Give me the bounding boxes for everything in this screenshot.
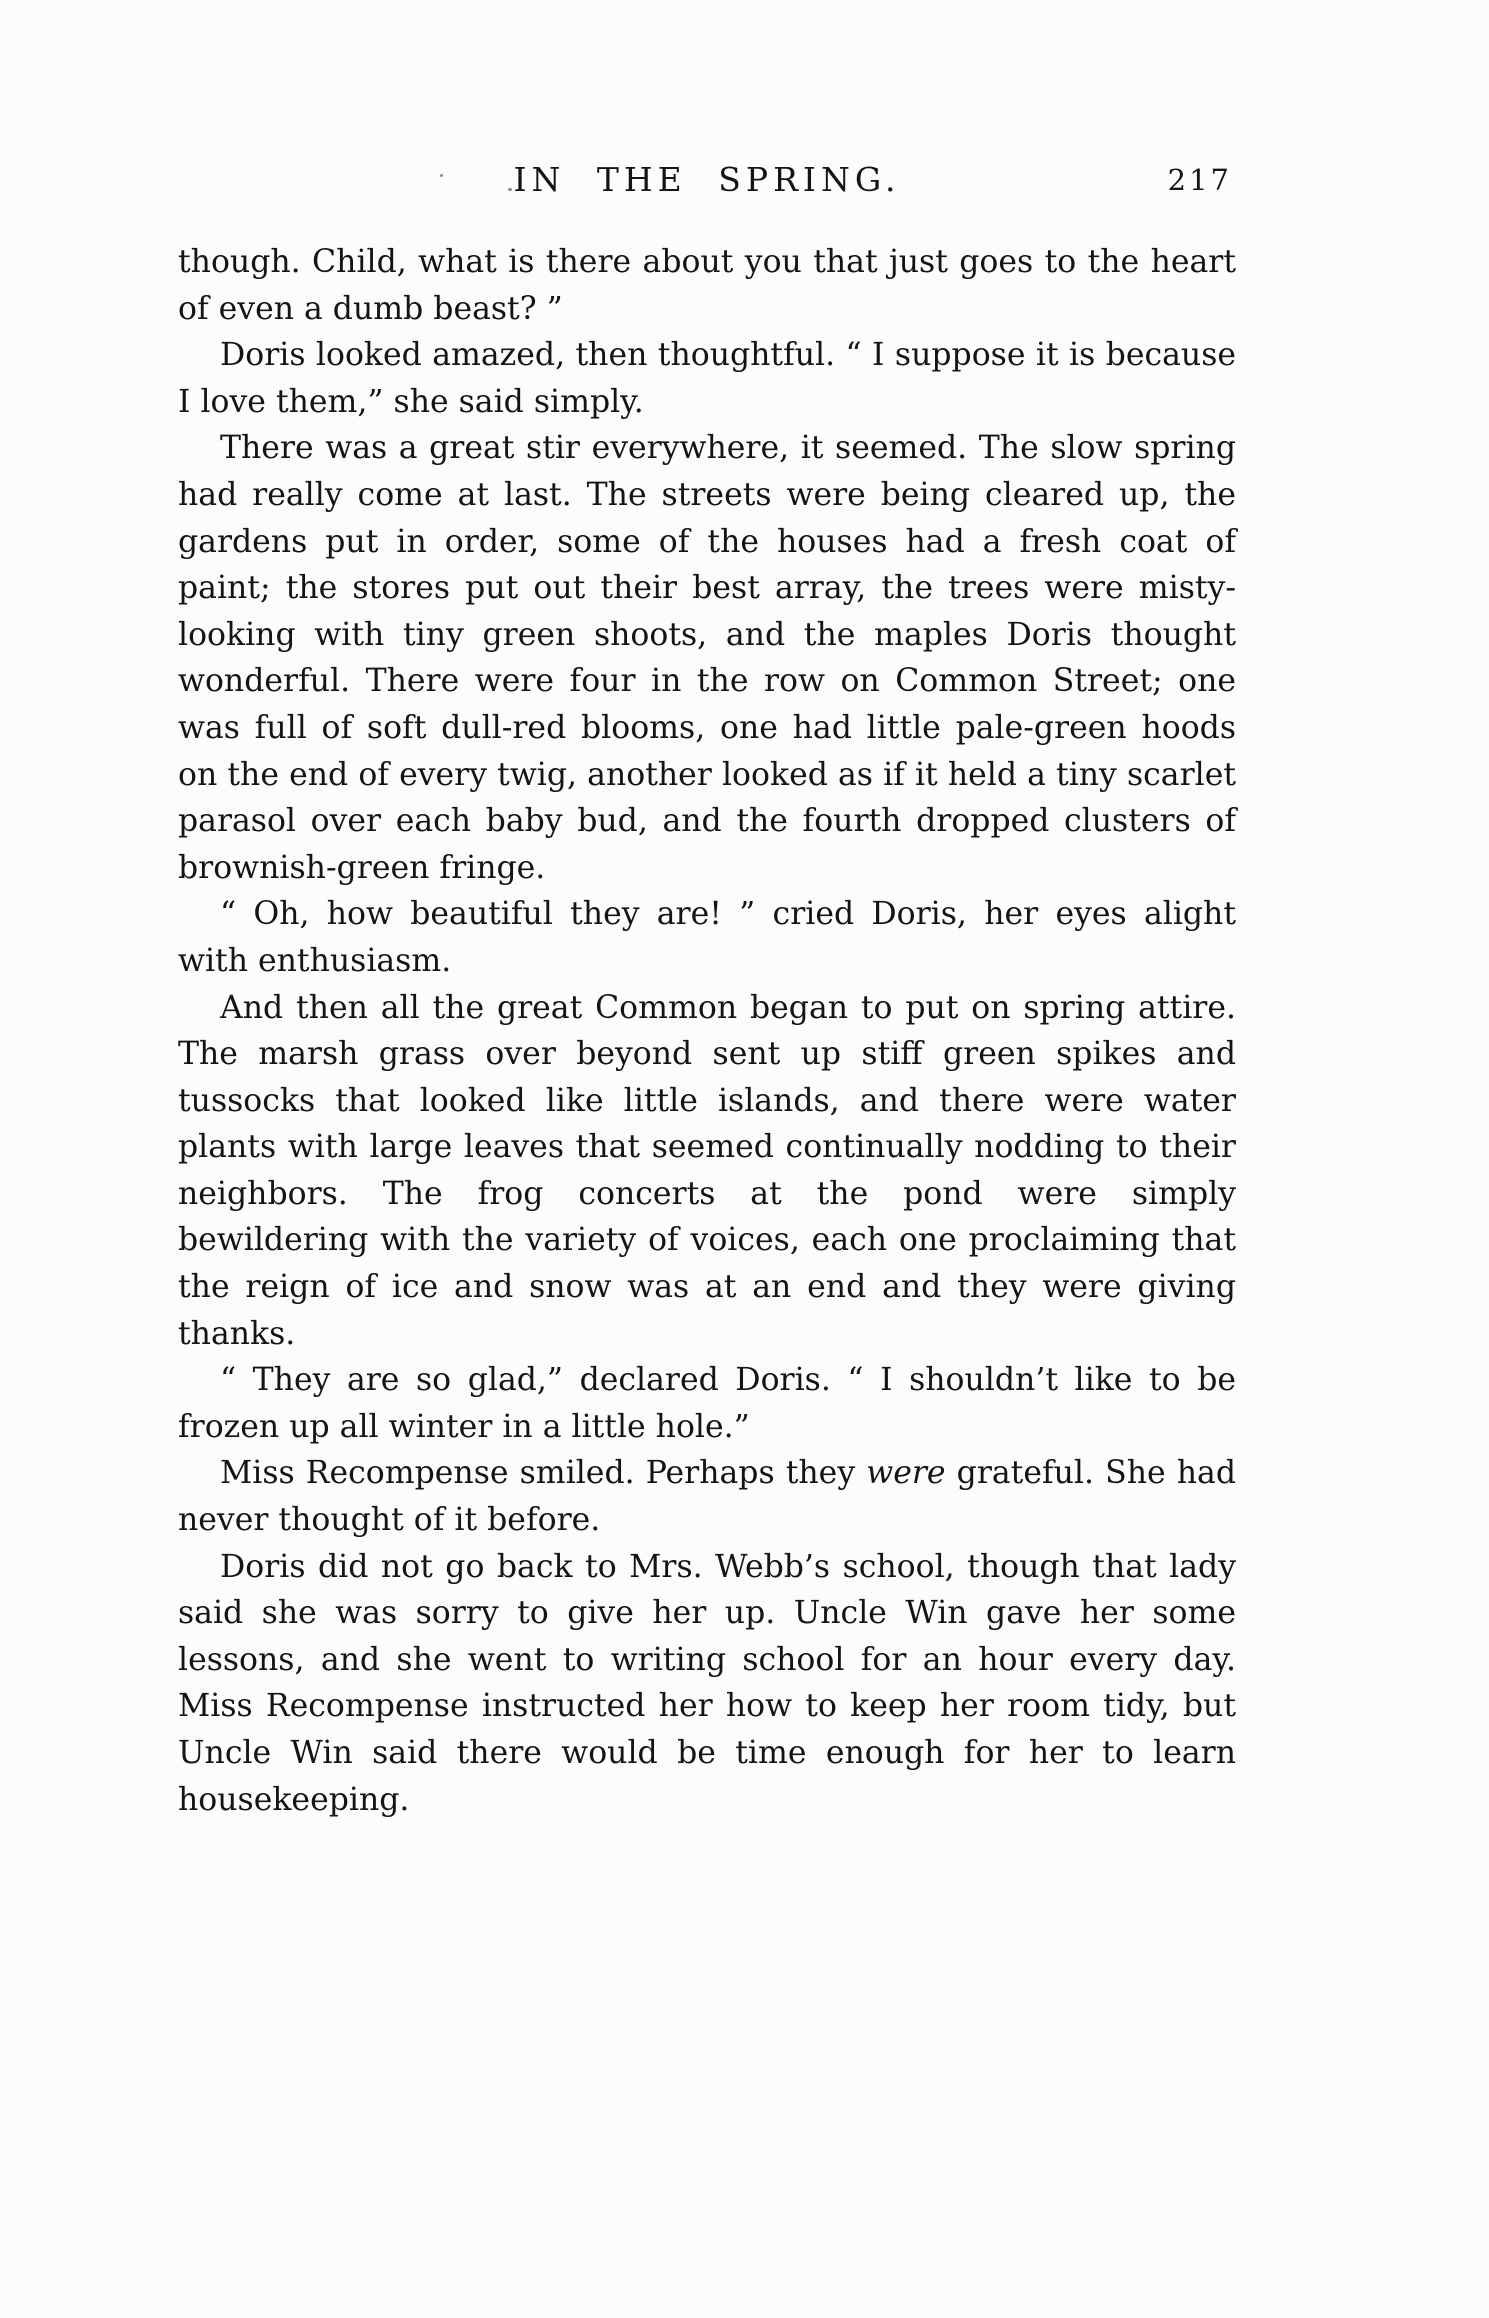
chapter-running-title: IN THE SPRING. — [513, 160, 901, 199]
paragraph — [178, 985, 1236, 1358]
paragraph — [178, 425, 1236, 891]
text-run: “ They are so glad,” declared Doris. “ I shouldn’t like to be frozen up all winter in a little hole.” — [178, 1362, 1236, 1445]
text-run: Miss Recompense smiled. Perhaps they — [220, 1455, 867, 1492]
paragraph — [178, 1544, 1236, 1824]
paragraph — [178, 1450, 1236, 1543]
paragraph — [178, 1357, 1236, 1450]
paragraph — [178, 891, 1236, 984]
text-run: grateful. She had never thought of it before. — [178, 1455, 1236, 1539]
page-number: 217 — [1167, 163, 1232, 197]
text-run: Doris did not go back to Mrs. Webb’s school, though that lady said she was sorry to give her up. Uncle Win gave her some lessons, and she went to writing school for an hour every day. Miss Recompense instructed her how to keep her room tidy, but Uncle Win said there would be time enough for her to learn housekeeping. — [178, 1548, 1236, 1818]
text-run: “ Oh, how beautiful they are! ” cried Doris, her eyes alight with enthusiasm. — [178, 896, 1236, 979]
text-run: Doris looked amazed, then thoughtful. “ I suppose it is because I love them,” she said simply. — [178, 337, 1236, 420]
paragraph — [178, 332, 1236, 425]
paragraph — [178, 239, 1236, 332]
text-block — [178, 160, 1236, 1823]
text-run: And then all the great Common began to put on spring attire. The marsh grass over beyond sent up stiff green spikes and tussocks that looked like little islands, and there were water plants with large leaves that seemed continually nodding to their neighbors. The frog concerts at the pond were simply bewildering with the variety of voices, each one proclaiming that the reign of ice and snow was at an end and they were giving thanks. — [178, 989, 1236, 1352]
text-run: though. Child, what is there about you that just goes to the heart of even a dumb beast? ” — [178, 244, 1236, 327]
page-body — [178, 239, 1236, 1823]
italic-run: were — [866, 1455, 946, 1492]
running-head — [178, 160, 1236, 206]
text-run: There was a great stir everywhere, it seemed. The slow spring had really come at last. The streets were being cleared up, the gardens put in order, some of the houses had a fresh coat of paint; the stores put out their best array, the trees were misty-looking with tiny green shoots, and the maples Doris thought wonderful. There were four in the row on Common Street; one was full of soft dull-red blooms, one had little pale-green hoods on the end of every twig, another looked as if it held a tiny scarlet parasol over each baby bud, and the fourth dropped clusters of brownish-green fringe. — [178, 430, 1236, 886]
